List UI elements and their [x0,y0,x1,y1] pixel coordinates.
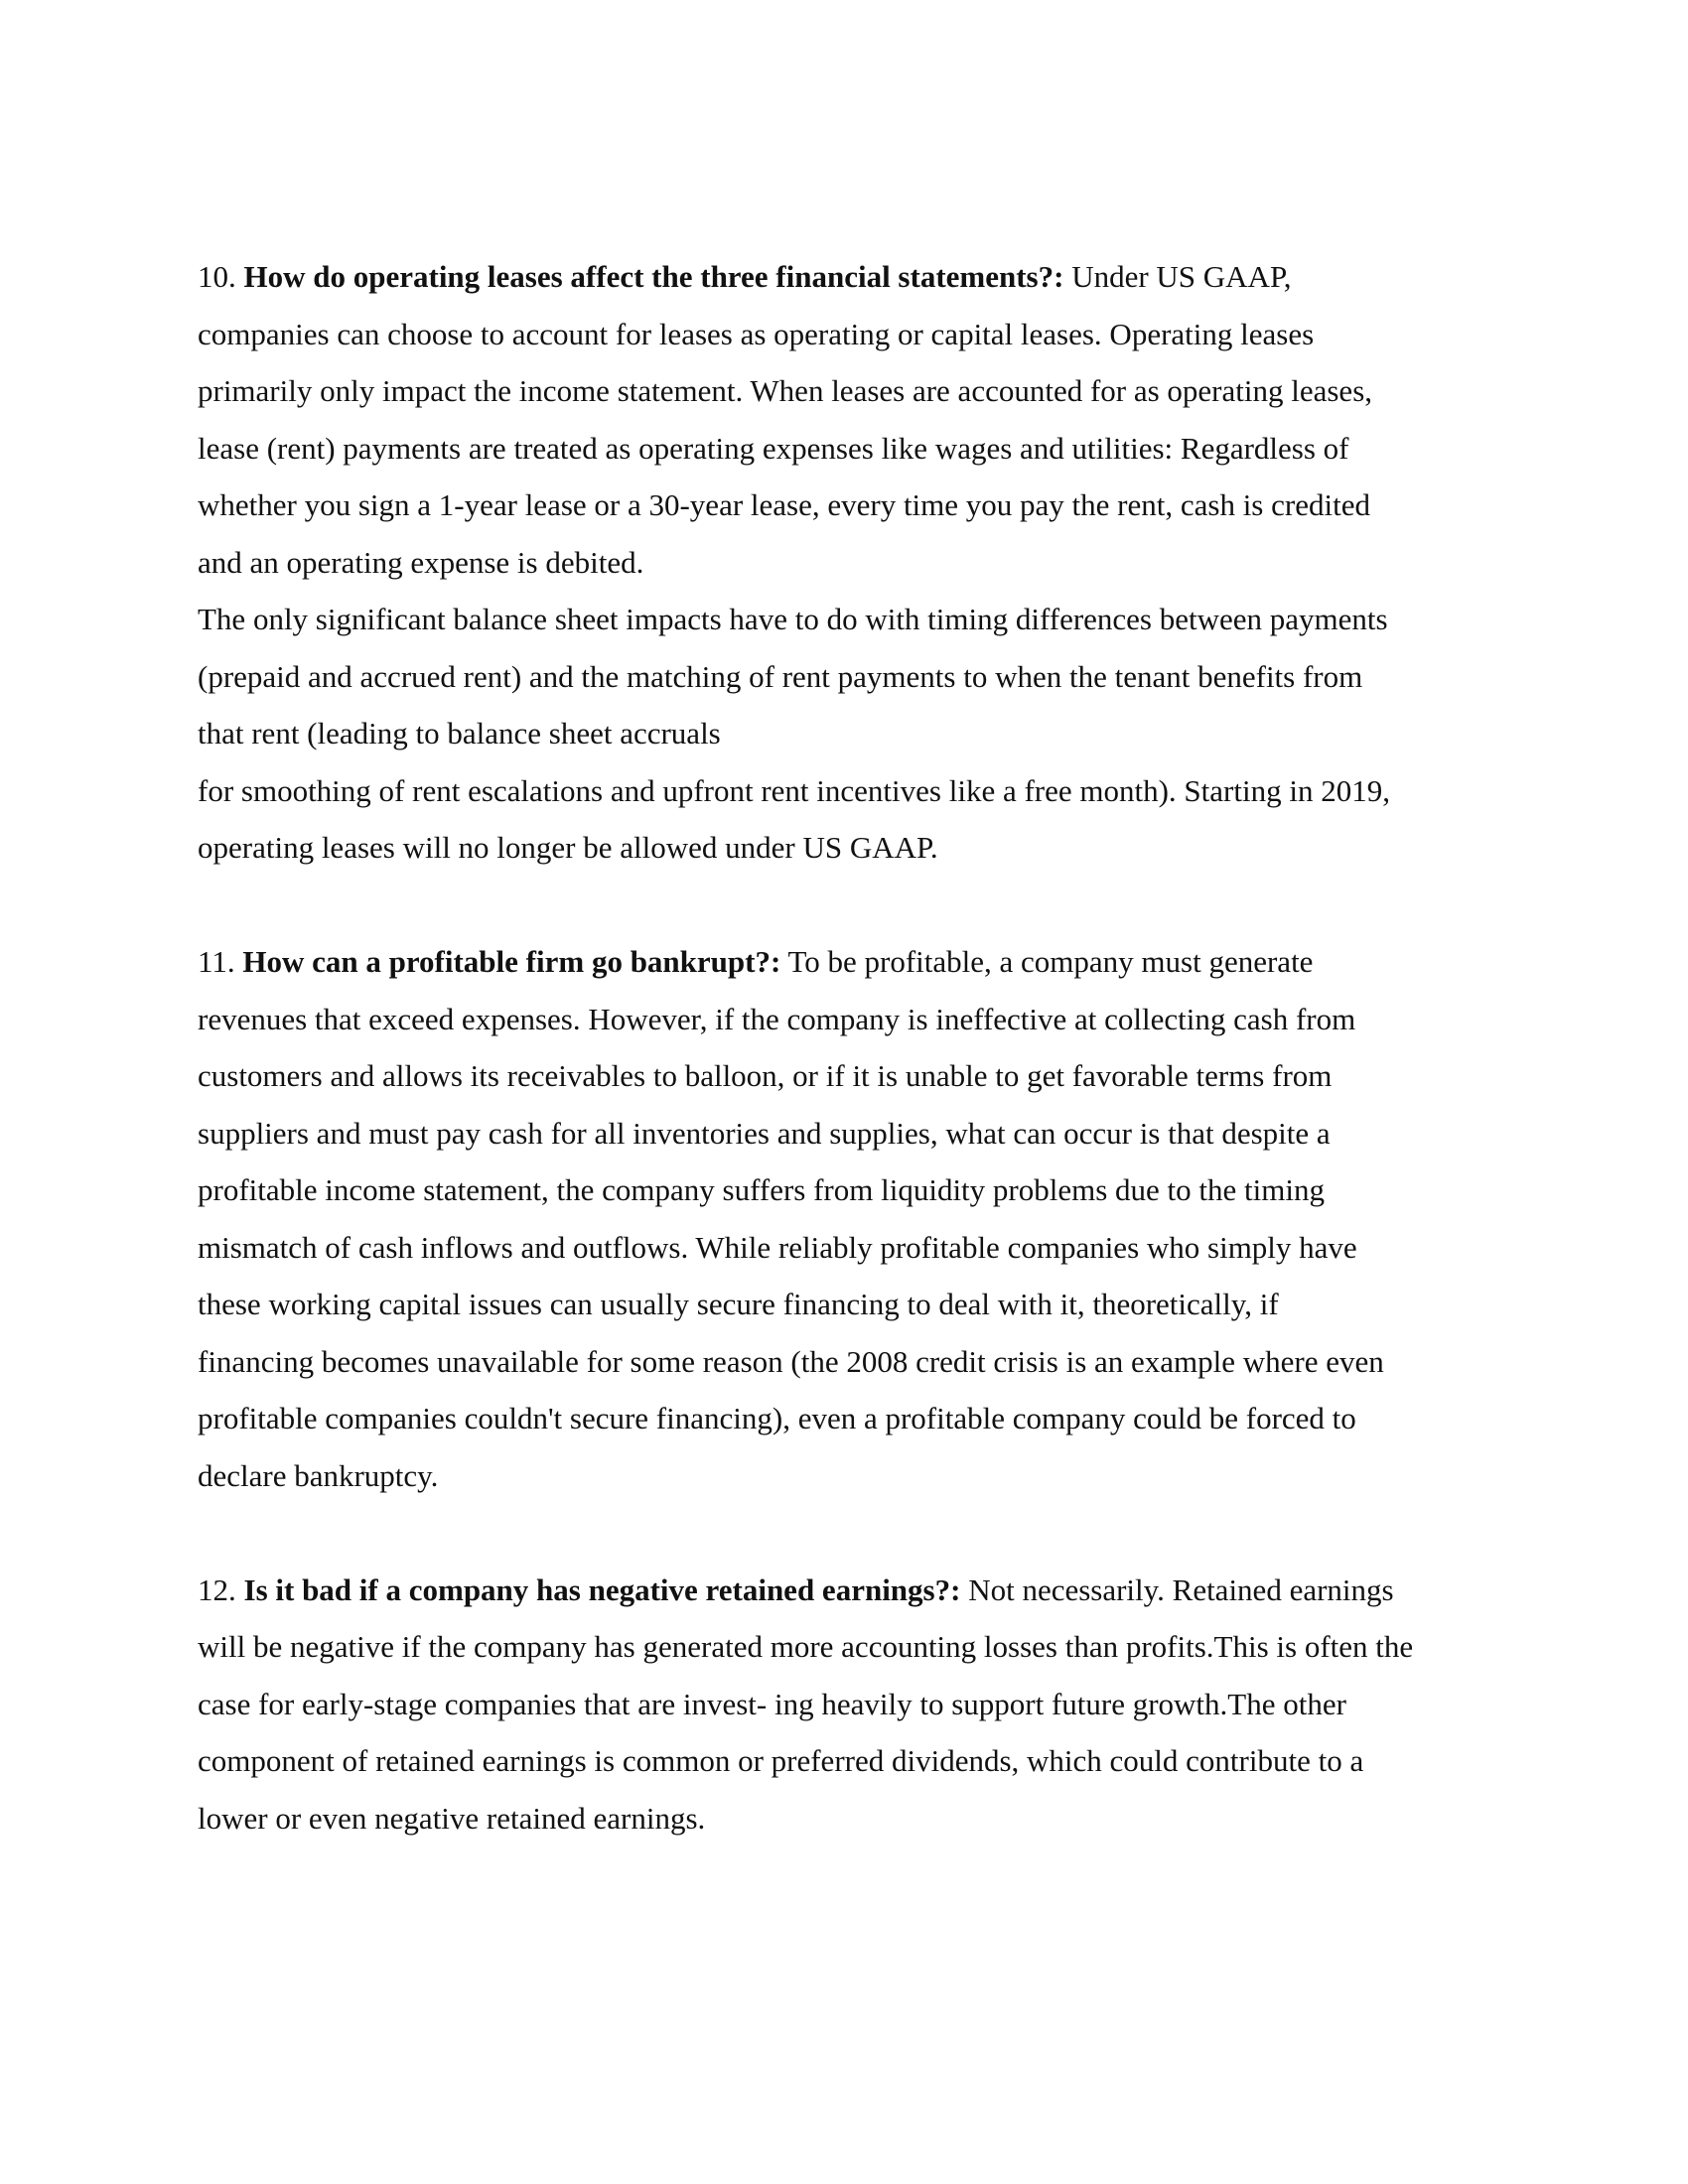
text-line: (prepaid and accrued rent) and the matching of rent payments to when the tenant benefits from [198,658,1363,694]
text-line: customers and allows its receivables to balloon, or if it is unable to get favorable terms from [198,1058,1333,1093]
qa-item-12 [198,1562,1488,1847]
text-line: will be negative if the company has generated more accounting losses than profits.This is often the [198,1629,1414,1664]
text-line: and an operating expense is debited. [198,544,644,580]
qa-item-10 [198,248,1488,877]
text-line: The only significant balance sheet impacts have to do with timing differences between payments [198,602,1388,636]
text-line: case for early-stage companies that are invest- ing heavily to support future growth.The other [198,1686,1346,1721]
text-line: declare bankruptcy. [198,1457,439,1493]
question-number: 10. [198,259,236,294]
text-line: operating leases will no longer be allowed under US GAAP. [198,830,938,865]
qa-item-11 [198,933,1488,1504]
text-line: for smoothing of rent escalations and upfront rent incentives like a free month). Starting in 2019, [198,772,1390,808]
answer-text: To be profitable, a company must generate [780,944,1314,979]
text-line [198,1562,1488,1619]
text-line: financing becomes unavailable for some reason (the 2008 credit crisis is an example where even [198,1343,1384,1379]
text-line: whether you sign a 1-year lease or a 30-year lease, every time you pay the rent, cash is credited [198,487,1370,522]
text-line: component of retained earnings is common or preferred dividends, which could contribute to a [198,1743,1364,1778]
text-line [198,248,1488,306]
question-heading: How do operating leases affect the three financial statements?: [243,259,1064,294]
question-heading: Is it bad if a company has negative retained earnings?: [243,1571,961,1607]
text-line: profitable income statement, the company suffers from liquidity problems due to the timing [198,1172,1325,1207]
text-line: these working capital issues can usually secure financing to deal with it, theoretically, if [198,1287,1279,1321]
question-heading: How can a profitable firm go bankrupt?: [242,944,781,979]
answer-text: Not necessarily. Retained earnings [960,1571,1394,1607]
text-line: mismatch of cash inflows and outflows. While reliably profitable companies who simply have [198,1229,1357,1265]
question-number: 12. [198,1571,236,1607]
answer-text: Under US GAAP, [1063,259,1292,294]
text-line: revenues that exceed expenses. However, if the company is ineffective at collecting cash from [198,1001,1356,1036]
text-line: lease (rent) payments are treated as operating expenses like wages and utilities: Regardless of [198,430,1349,466]
question-number: 11. [198,944,235,979]
text-line: lower or even negative retained earnings. [198,1800,706,1836]
text-line: companies can choose to account for leases as operating or capital leases. Operating leases [198,316,1315,351]
text-line: primarily only impact the income statement. When leases are accounted for as operating leases, [198,373,1373,408]
text-line: that rent (leading to balance sheet accruals [198,716,721,751]
document-body [198,248,1488,1846]
text-line: suppliers and must pay cash for all inventories and supplies, what can occur is that despite a [198,1115,1331,1151]
text-line [198,933,1488,991]
text-line: profitable companies couldn't secure financing), even a profitable company could be forced to [198,1401,1356,1435]
